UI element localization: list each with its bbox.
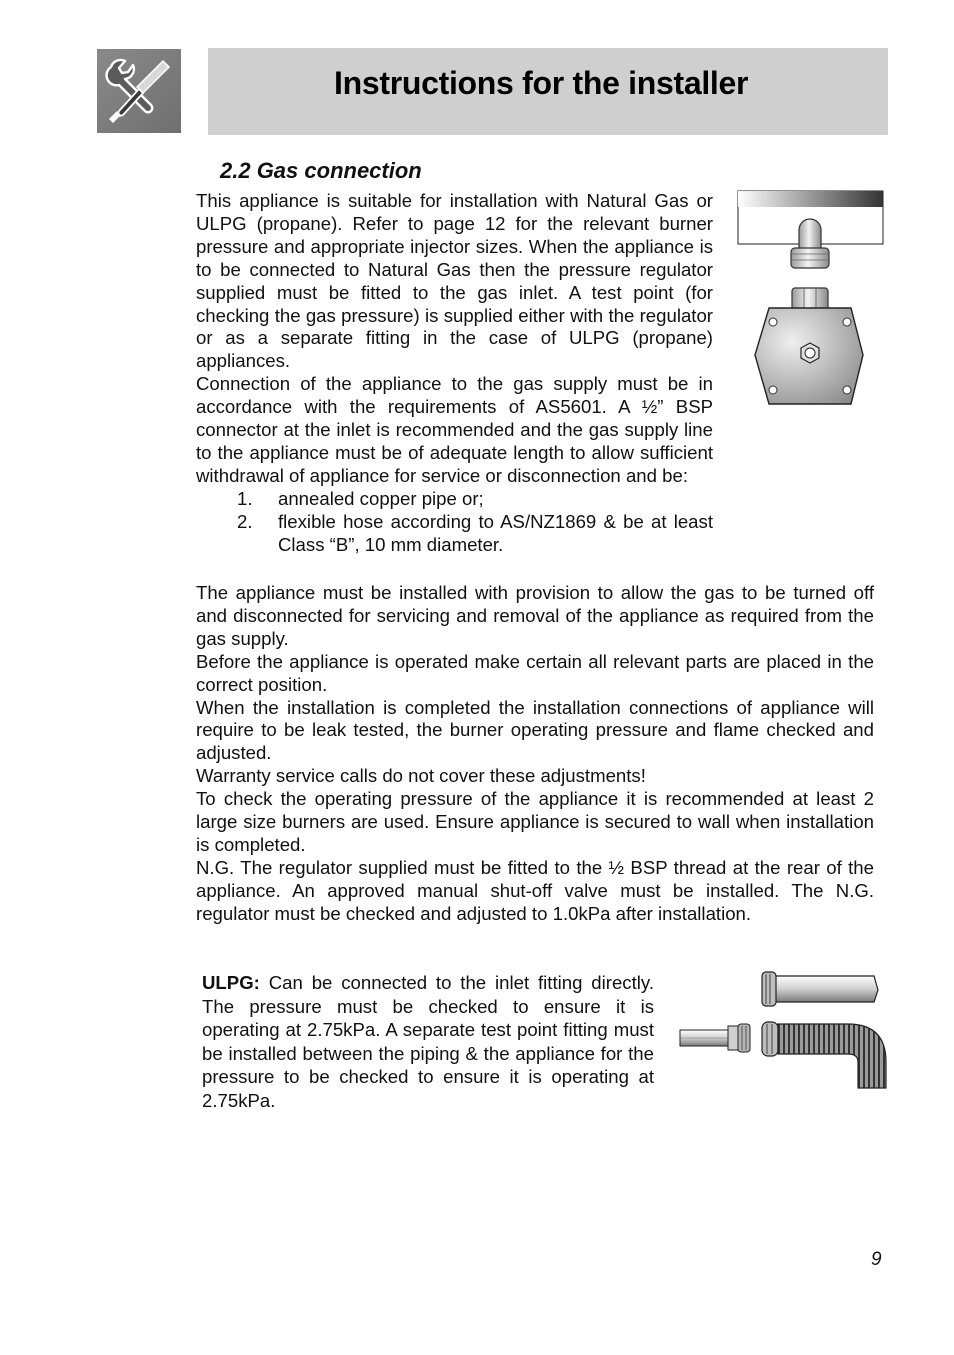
paragraph: Warranty service calls do not cover these adjustments! — [196, 765, 646, 787]
requirements-list — [196, 488, 713, 557]
installation-text-block — [196, 582, 874, 926]
page-number: 9 — [871, 1249, 882, 1270]
section-heading: 2.2 Gas connection — [220, 158, 422, 183]
pipe-hose-illustration — [678, 968, 890, 1094]
paragraph: The appliance must be installed with provision to allow the gas to be turned off and disconnected for servicing and removal of the appliance as required from the gas supply. — [196, 582, 874, 649]
wrench-screwdriver-icon — [97, 49, 181, 133]
copper-pipe-and-hose-icon — [678, 968, 890, 1094]
paragraph — [202, 971, 654, 1113]
paragraph: N.G. The regulator supplied must be fitted to the ½ BSP thread at the rear of the appliance. An approved manual shut-off valve must be installed. The N.G. regulator must be checked and adjusted to 1.0kPa after installation. — [196, 856, 874, 924]
list-item-text: annealed copper pipe or; — [278, 487, 484, 509]
list-item — [196, 511, 713, 557]
gas-regulator-icon — [737, 190, 885, 410]
list-item — [196, 488, 713, 511]
paragraph: Connection of the appliance to the gas supply must be in accordance with the requirements of AS5601. A ½” BSP connector at the inlet is recommended and the gas supply line to the appliance must be of adequate length to allow sufficient withdrawal of appliance for service or disconnection and be: — [196, 373, 713, 486]
paragraph: When the installation is completed the installation connections of appliance will require to be leak tested, the burner operating pressure and flame checked and adjusted. — [196, 696, 874, 764]
ulpg-text: Can be connected to the inlet fitting directly. The pressure must be checked to ensure it is operating at 2.75kPa. A separate test point fitting must be installed between the piping & the appliance for the pressure to be checked to ensure it is operating at 2.75kPa. — [202, 972, 654, 1111]
list-item-text: flexible hose according to AS/NZ1869 & be at least Class “B”, 10 mm diameter. — [278, 510, 713, 555]
page-title: Instructions for the installer — [334, 65, 749, 101]
header-bar — [208, 48, 888, 135]
installer-tools-icon — [97, 49, 181, 133]
paragraph: Before the appliance is operated make certain all relevant parts are placed in the correct position. — [196, 650, 874, 695]
regulator-illustration — [737, 190, 885, 410]
ulpg-text-block — [202, 971, 654, 1113]
intro-text-block — [196, 190, 713, 557]
ulpg-label: ULPG: — [202, 972, 260, 993]
list-number: 2. — [237, 510, 253, 532]
paragraph: This appliance is suitable for installation with Natural Gas or ULPG (propane). Refer to page 12 for the relevant burner pressure and appropriate injector sizes. When the appliance is to be connected to Natural Gas then the pressure regulator supplied must be fitted to the gas inlet. A test point (for checking the gas pressure) is supplied either with the regulator or as a separate fitting in the case of ULPG (propane) appliances. — [196, 190, 713, 372]
list-number: 1. — [237, 487, 253, 509]
paragraph: To check the operating pressure of the appliance it is recommended at least 2 large size burners are used. Ensure appliance is secured to wall when installation is completed. — [196, 788, 874, 855]
